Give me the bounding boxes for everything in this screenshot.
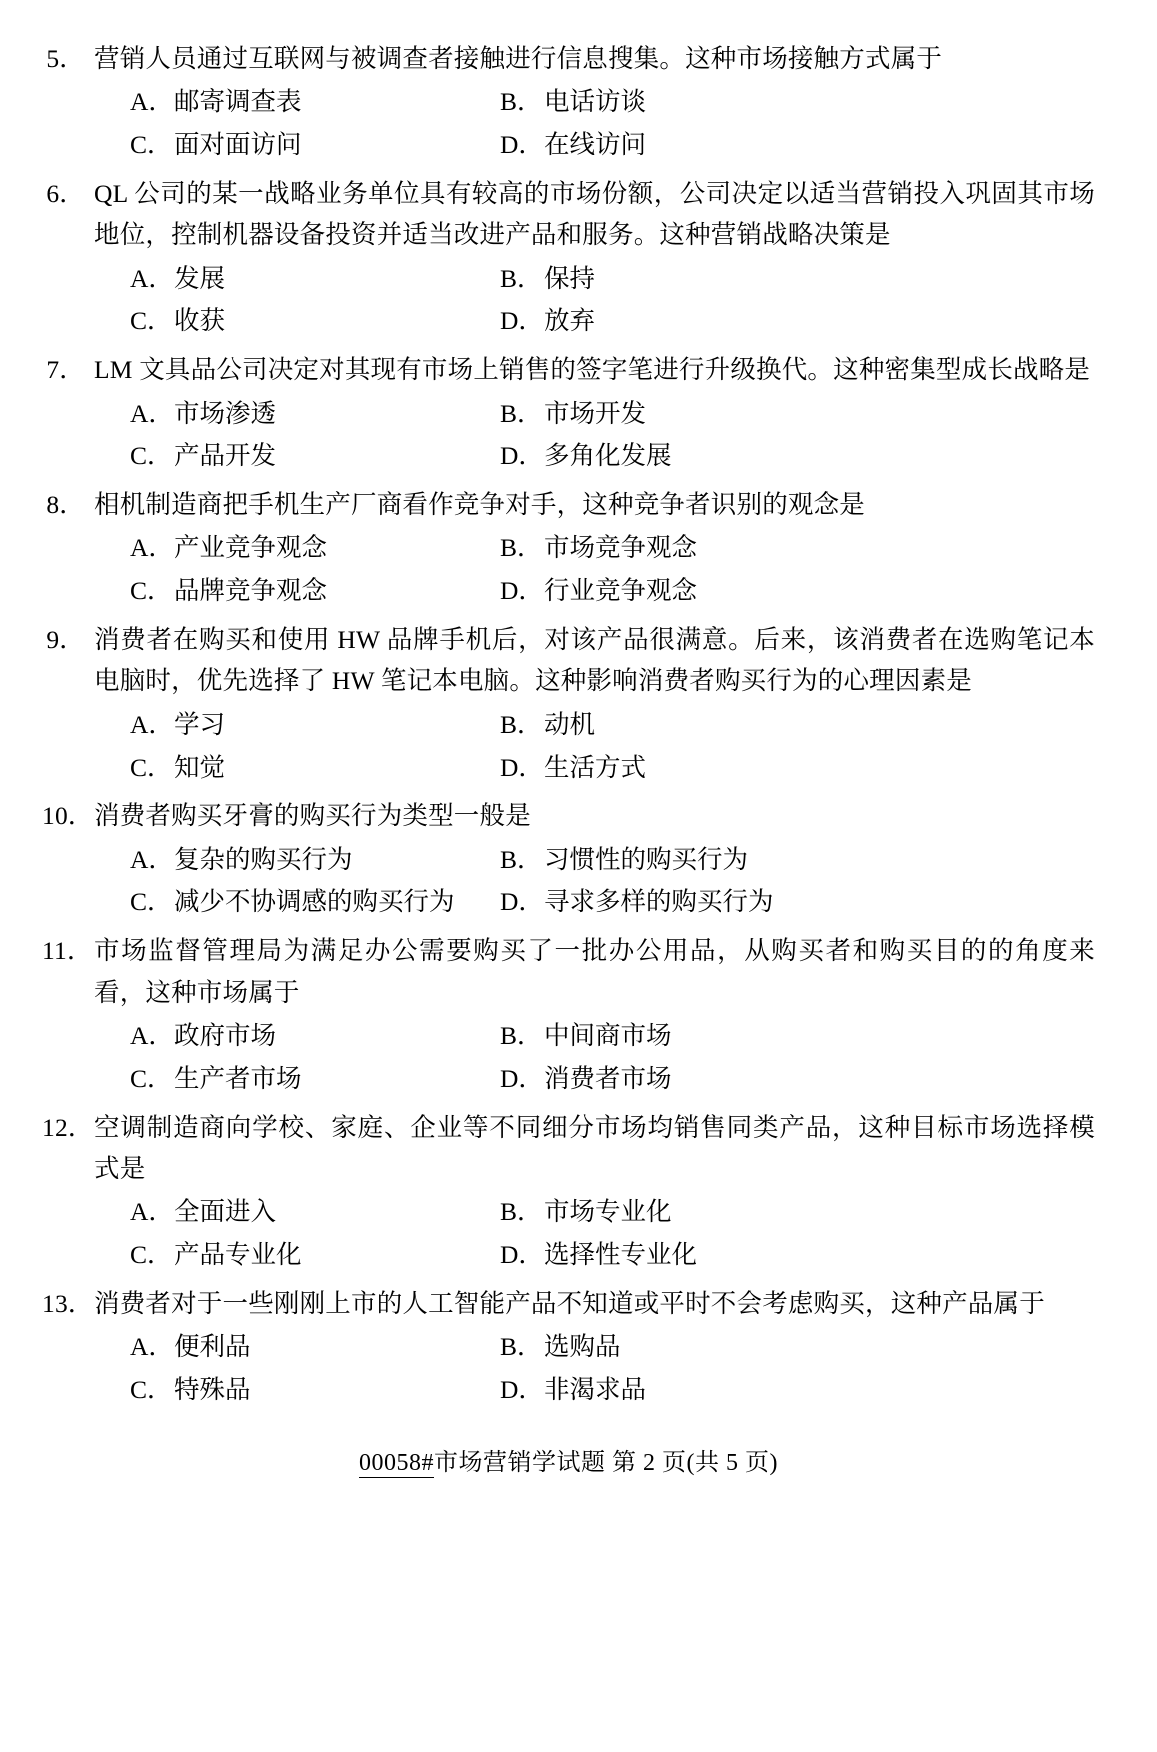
question-number: 5．: [46, 44, 85, 73]
option-c[interactable]: [42, 300, 492, 343]
question-stem: [42, 930, 1095, 1013]
option-d-text: 放弃: [544, 306, 596, 336]
question-number: 6．: [46, 178, 85, 208]
option-b-label: B．: [500, 844, 543, 874]
option-a-text: 复杂的购买行为: [174, 844, 353, 874]
option-d[interactable]: [492, 747, 1095, 790]
option-d-text: 选择性专业化: [544, 1239, 698, 1269]
option-c-label: C．: [130, 441, 173, 471]
option-a-label: A．: [130, 1332, 174, 1362]
option-row: [42, 1015, 1095, 1058]
option-d-label: D．: [500, 1374, 544, 1404]
option-row: [42, 704, 1095, 747]
option-d-label: D．: [500, 306, 544, 336]
footer-exam-code: 00058#: [359, 1449, 434, 1476]
option-row: [42, 124, 1095, 167]
question-item: [42, 38, 1095, 167]
question-stem: [42, 349, 1095, 390]
question-stem: [42, 173, 1095, 256]
question-number: 8．: [46, 490, 85, 520]
option-b-text: 动机: [544, 709, 596, 739]
option-d-label: D．: [500, 1063, 544, 1093]
question-text: 消费者对于一些刚刚上市的人工智能产品不知道或平时不会考虑购买，这种产品属于: [94, 1288, 1045, 1318]
option-c-text: 产品开发: [174, 441, 277, 471]
option-a[interactable]: [42, 81, 492, 124]
option-c[interactable]: [42, 570, 492, 613]
option-b[interactable]: [492, 81, 1095, 124]
question-stem: [42, 795, 1095, 836]
option-a-text: 学习: [174, 709, 226, 739]
footer-page-number: 第 2 页(共 5 页): [612, 1449, 778, 1476]
option-row: [42, 527, 1095, 570]
option-a-label: A．: [130, 263, 174, 293]
option-b-text: 市场专业化: [544, 1197, 672, 1227]
option-a[interactable]: [42, 1015, 492, 1058]
option-row: [42, 1369, 1095, 1412]
option-c-text: 收获: [174, 306, 226, 336]
option-a-label: A．: [130, 1020, 174, 1050]
question-item: [42, 619, 1095, 789]
option-d-label: D．: [500, 887, 544, 917]
option-row: [42, 393, 1095, 436]
option-list: [42, 1015, 1095, 1101]
option-d-text: 消费者市场: [544, 1063, 672, 1093]
question-stem: [42, 619, 1095, 702]
option-row: [42, 258, 1095, 301]
question-stem: [42, 484, 1095, 525]
question-text: LM 文具品公司决定对其现有市场上销售的签字笔进行升级换代。这种密集型成长战略是: [94, 355, 1091, 385]
option-list: [42, 393, 1095, 479]
option-row: [42, 1058, 1095, 1101]
option-a-label: A．: [130, 87, 174, 117]
option-c-label: C．: [130, 306, 173, 336]
option-a[interactable]: [42, 393, 492, 436]
option-c[interactable]: [42, 747, 492, 790]
option-row: [42, 747, 1095, 790]
option-c-text: 品牌竞争观念: [174, 576, 328, 606]
question-item: [42, 1107, 1095, 1277]
option-b-label: B．: [500, 709, 543, 739]
option-d-text: 在线访问: [544, 130, 647, 160]
option-a-label: A．: [130, 533, 174, 563]
question-number: 7．: [46, 355, 85, 385]
option-d[interactable]: [492, 300, 1095, 343]
option-c[interactable]: [42, 1369, 492, 1412]
option-row: [42, 435, 1095, 478]
option-list: [42, 1191, 1095, 1277]
option-d-label: D．: [500, 752, 544, 782]
option-a-text: 发展: [174, 263, 226, 293]
option-a-text: 便利品: [174, 1332, 251, 1362]
question-item: [42, 484, 1095, 613]
question-stem: [42, 38, 1095, 79]
question-stem: [42, 1107, 1095, 1190]
option-d-text: 非渴求品: [544, 1374, 647, 1404]
question-number: 9．: [46, 625, 85, 655]
question-item: [42, 930, 1095, 1100]
option-c-label: C．: [130, 130, 173, 160]
option-c-label: C．: [130, 1239, 173, 1269]
question-item: [42, 173, 1095, 343]
option-b[interactable]: [492, 1015, 1095, 1058]
option-a-label: A．: [130, 709, 174, 739]
option-b[interactable]: [492, 258, 1095, 301]
option-a-label: A．: [130, 1197, 174, 1227]
option-b-label: B．: [500, 533, 543, 563]
option-c-label: C．: [130, 752, 173, 782]
question-number: 13．: [42, 1288, 94, 1318]
option-c[interactable]: [42, 124, 492, 167]
option-b-text: 市场开发: [544, 398, 647, 428]
question-stem: [42, 1283, 1095, 1324]
option-list: [42, 258, 1095, 344]
footer-title: 市场营销学试题: [434, 1449, 606, 1476]
option-d[interactable]: [492, 124, 1095, 167]
option-c-text: 产品专业化: [174, 1239, 302, 1269]
option-c[interactable]: [42, 1234, 492, 1277]
question-text: 消费者购买牙膏的购买行为类型一般是: [94, 801, 531, 831]
question-text: 消费者在购买和使用 HW 品牌手机后，对该产品很满意。后来，该消费者在选购笔记本电脑时，优先选择了 HW 笔记本电脑。这种影响消费者购买行为的心理因素是: [94, 625, 1095, 696]
option-b-text: 市场竞争观念: [544, 533, 698, 563]
question-text: 市场监督管理局为满足办公需要购买了一批办公用品，从购买者和购买目的的角度来看，这种市场属于: [94, 936, 1095, 1007]
option-a-text: 政府市场: [174, 1020, 277, 1050]
option-a[interactable]: [42, 704, 492, 747]
option-row: [42, 81, 1095, 124]
option-b[interactable]: [492, 527, 1095, 570]
option-a-text: 市场渗透: [174, 398, 277, 428]
option-d[interactable]: [492, 570, 1095, 613]
option-c[interactable]: [42, 881, 492, 924]
option-list: [42, 1326, 1095, 1412]
option-d-label: D．: [500, 130, 544, 160]
page-footer: [42, 1442, 1095, 1477]
option-c-text: 知觉: [174, 752, 226, 782]
option-a[interactable]: [42, 839, 492, 882]
option-a[interactable]: [42, 1326, 492, 1369]
option-c-label: C．: [130, 576, 173, 606]
question-item: [42, 349, 1095, 478]
option-list: [42, 704, 1095, 790]
option-c-label: C．: [130, 887, 173, 917]
option-c-text: 特殊品: [174, 1374, 251, 1404]
option-b-label: B．: [500, 1197, 543, 1227]
option-c-text: 减少不协调感的购买行为: [174, 887, 455, 917]
option-d-text: 多角化发展: [544, 441, 672, 471]
option-a-text: 全面进入: [174, 1197, 277, 1227]
option-b-text: 中间商市场: [544, 1020, 672, 1050]
option-d[interactable]: [492, 881, 1095, 924]
question-text: 营销人员通过互联网与被调查者接触进行信息搜集。这种市场接触方式属于: [94, 44, 943, 73]
option-d[interactable]: [492, 1234, 1095, 1277]
option-b-text: 选购品: [544, 1332, 621, 1362]
option-row: [42, 570, 1095, 613]
question-text: QL 公司的某一战略业务单位具有较高的市场份额，公司决定以适当营销投入巩固其市场地位，控制机器设备投资并适当改进产品和服务。这种营销战略决策是: [94, 178, 1095, 250]
option-b[interactable]: [492, 704, 1095, 747]
option-c[interactable]: [42, 1058, 492, 1101]
option-b-label: B．: [500, 1332, 543, 1362]
question-item: [42, 795, 1095, 924]
option-a[interactable]: [42, 527, 492, 570]
option-d[interactable]: [492, 1369, 1095, 1412]
option-a-label: A．: [130, 844, 174, 874]
option-b-label: B．: [500, 1020, 543, 1050]
option-d-label: D．: [500, 576, 544, 606]
option-c-text: 面对面访问: [174, 130, 302, 160]
option-b[interactable]: [492, 1191, 1095, 1234]
option-b-label: B．: [500, 398, 543, 428]
option-list: [42, 81, 1095, 167]
option-a[interactable]: [42, 258, 492, 301]
option-row: [42, 839, 1095, 882]
option-d-text: 生活方式: [544, 752, 647, 782]
option-b-label: B．: [500, 263, 543, 293]
option-row: [42, 1191, 1095, 1234]
option-b[interactable]: [492, 1326, 1095, 1369]
question-number: 10．: [42, 801, 94, 831]
option-b-text: 习惯性的购买行为: [544, 844, 749, 874]
option-d-label: D．: [500, 1239, 544, 1269]
option-a[interactable]: [42, 1191, 492, 1234]
option-d-text: 寻求多样的购买行为: [544, 887, 774, 917]
option-d[interactable]: [492, 1058, 1095, 1101]
option-c-text: 生产者市场: [174, 1063, 302, 1093]
option-d-label: D．: [500, 441, 544, 471]
question-number: 11．: [42, 936, 93, 966]
question-text: 空调制造商向学校、家庭、企业等不同细分市场均销售同类产品，这种目标市场选择模式是: [94, 1112, 1095, 1183]
question-item: [42, 1283, 1095, 1412]
question-number: 12．: [42, 1112, 94, 1142]
option-b-label: B．: [500, 87, 543, 117]
option-b[interactable]: [492, 393, 1095, 436]
option-list: [42, 839, 1095, 925]
option-c[interactable]: [42, 435, 492, 478]
option-row: [42, 1234, 1095, 1277]
option-d[interactable]: [492, 435, 1095, 478]
option-c-label: C．: [130, 1374, 173, 1404]
option-b-text: 电话访谈: [544, 87, 647, 117]
option-d-text: 行业竞争观念: [544, 576, 698, 606]
option-row: [42, 881, 1095, 924]
option-a-label: A．: [130, 398, 174, 428]
option-row: [42, 1326, 1095, 1369]
option-row: [42, 300, 1095, 343]
option-b-text: 保持: [544, 263, 596, 293]
option-a-text: 产业竞争观念: [174, 533, 328, 563]
option-list: [42, 527, 1095, 613]
option-c-label: C．: [130, 1063, 173, 1093]
option-a-text: 邮寄调查表: [174, 87, 302, 117]
option-b[interactable]: [492, 839, 1095, 882]
question-text: 相机制造商把手机生产厂商看作竞争对手，这种竞争者识别的观念是: [94, 490, 866, 520]
